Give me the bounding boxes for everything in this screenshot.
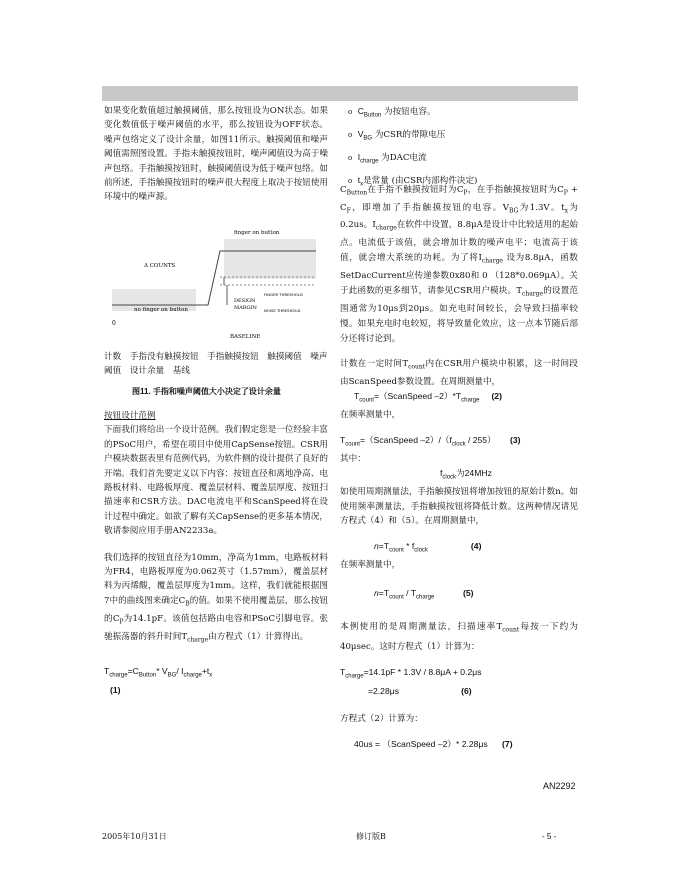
design-label: DESIGN: [234, 298, 256, 304]
noise-threshold-label: NOISE THRESHOLD: [264, 308, 301, 313]
where-label: 其中：: [340, 453, 366, 464]
bullet-item: o $I_{charge}$ 为DAC电流: [348, 152, 427, 165]
parameters-paragraph: 我们选择的按钮直径为10mm，净高为1mm，电路板材料为FR4，电路板厚度为0.062英寸（1.57mm），覆盖层材料为丙烯酸，覆盖层厚度为1mm。这样，我们就能根据图7中的曲线图来确定$C_B$的值。如果不使用覆盖层，那么按钮的$C_P$为14.1pF。该值包括路由电容和PSoC引脚电容。张驰振荡器的斜升时间$T_{charge}$由方程式（1）计算得出。: [104, 552, 328, 644]
finger-threshold-label: FINGER THRESHOLD: [264, 292, 303, 297]
bullet-list: [348, 104, 580, 193]
figure-labels-cn: 计数 手指没有触摸按钮 手指触摸按钮 触摸阈值 噪声阈值 设计余量 基线: [104, 352, 328, 377]
equation-3: $T_{count}=(ScanSpeed$ $-2)/(f_{clock} / 255)$ (3): [340, 434, 521, 448]
count-paragraph: 计数在一定时间$T_{count}$内在CSR用户模块中积累，这一时间段由ScanSpeed参数设置。在周期测量中，: [340, 358, 578, 387]
header-bar: [102, 86, 578, 101]
intro-paragraph: 如果变化数值超过触摸阈值，那么按钮设为ON状态。如果变化数值低于噪声阈值的水平，那么按钮设为OFF状态。噪声包络定义了设计余量，如图11所示。触摸阈值和噪声阈值需照图设置。手指未触摸按钮时，噪声阈值设为高于噪声包络。手指触摸按钮时，触摸阈值设为低于噪声包络。如前所述，手指触摸按钮时的噪声很大程度上取决于按钮使用环境中的噪声源。: [104, 106, 328, 203]
design-example-paragraph: 下面我们将给出一个设计范例。我们假定您是一位经验丰富的PSoC用户，希望在项目中使用CapSense按钮。CSR用户模块数据表里有范例代码，为软件侧的设计提供了良好的开端。我们首先要定义以下内容：按钮直径和离地净高、电路板材料、电路板厚度、覆盖层材料、覆盖层厚度、按钮扫描速率和CSR方法。DAC电流电平和ScanSpeed将在设计过程中确定。如欲了解有关CapSense的更多基本情况，敬请参阅应用手册AN2233a。: [104, 425, 328, 537]
equation-5: $n=T_{count} / T_{charge}$ (5): [374, 588, 474, 601]
equation-2-intro: 方程式（2）计算为：: [340, 714, 423, 725]
bullet-item: o $C_{Button}$ 为按钮电容。: [348, 106, 436, 119]
counts-label: Δ COUNTS: [144, 263, 176, 269]
equation-6: $T_{charge}=14.1pF * 1.3V / 8.8\mu A + 0.2\mu s$: [340, 666, 482, 680]
equation-6-result: =2.28μs (6): [368, 686, 472, 697]
equation-2: $T_{count}=(ScanSpeed$ $-2)*T_{charge}$ (2): [354, 391, 502, 404]
footer-date: 2005年10月31日: [102, 832, 167, 841]
equation-4: $n=T_{count} * f_{clock}$ (4): [374, 540, 482, 554]
baseline-label: BASELINE: [230, 334, 261, 340]
finger-noise-band: [224, 239, 316, 279]
threshold-figure: [112, 225, 320, 347]
finger-on-label: finger on button: [234, 230, 280, 236]
equation-1: $T_{charge}=C_{Button}*$ $V_{BG}/$ $I_{charge}+t_x$: [104, 666, 213, 679]
section-title: 按钮设计范例: [104, 411, 156, 421]
left-column: [104, 104, 328, 205]
equation-7: 40us = （ScanSpeed –2）* 2.28μs (7): [354, 738, 513, 749]
frequency-label: 在频率测量中，: [340, 410, 401, 421]
page-number: - 5 -: [542, 832, 557, 841]
doc-id: AN2292: [543, 781, 576, 791]
button-capacitance-paragraph: $C_{Button}$在手指不触摸按钮时为$C_P$，在手指触摸按钮时为$C_P + C_F$，即增加了手指触摸按钮的电容。$V_{BG}$为1.3V。$t_x$为0.2us。$I_{charge}$在软件中设置，8.8μA是设计中比较适用的起始点。电流低于该值，就会增加计数的噪声电平；电流高于该值，就会增大系统的功耗。为了将$I_{charge}$ 设为8.8μA，函数SetDacCurrent应传递参数0x80和 0 （128*0.069μA）。关于此函数的更多细节，请参见CSR用户模块。$T_{charge}$的设置范围通常为10μs到20μs。如充电时间较长，会导致扫描率较慢。如果充电时电较短，将导致量化效应，这一点本节随后部分还将讨论到。: [340, 185, 579, 344]
footer-revision: 修订版B: [356, 832, 386, 841]
margin-label: MARGIN: [234, 305, 257, 311]
scan-rate-paragraph: 本例使用的是周期测量法，扫描速率$T_{count}$每按一下约为40μsec。这时方程式（1）计算为：: [340, 622, 578, 652]
measurement-paragraph: 如使用周期测量法，手指触摸按钮将增加按钮的原始计数n。如使用频率测量法，手指触摸按钮将降低计数。这两种情况请见方程式（4）和（5）。在周期测量中，: [340, 487, 578, 527]
bullet-item: o $t_x$是常量 (由CSR内部构件决定): [348, 175, 478, 189]
no-finger-label: no finger on button: [134, 307, 188, 313]
fclock-value: $f_{clock}$为24MHz: [440, 468, 492, 481]
frequency-label-2: 在频率测量中，: [340, 559, 401, 570]
equation-1-number: (1): [110, 685, 121, 696]
zero-label: 0: [112, 320, 116, 327]
figure-caption: 图11. 手指和噪声阈值大小决定了设计余量: [132, 386, 281, 396]
bullet-item: o $V_{BG}$ 为CSR的带隙电压: [348, 129, 446, 142]
